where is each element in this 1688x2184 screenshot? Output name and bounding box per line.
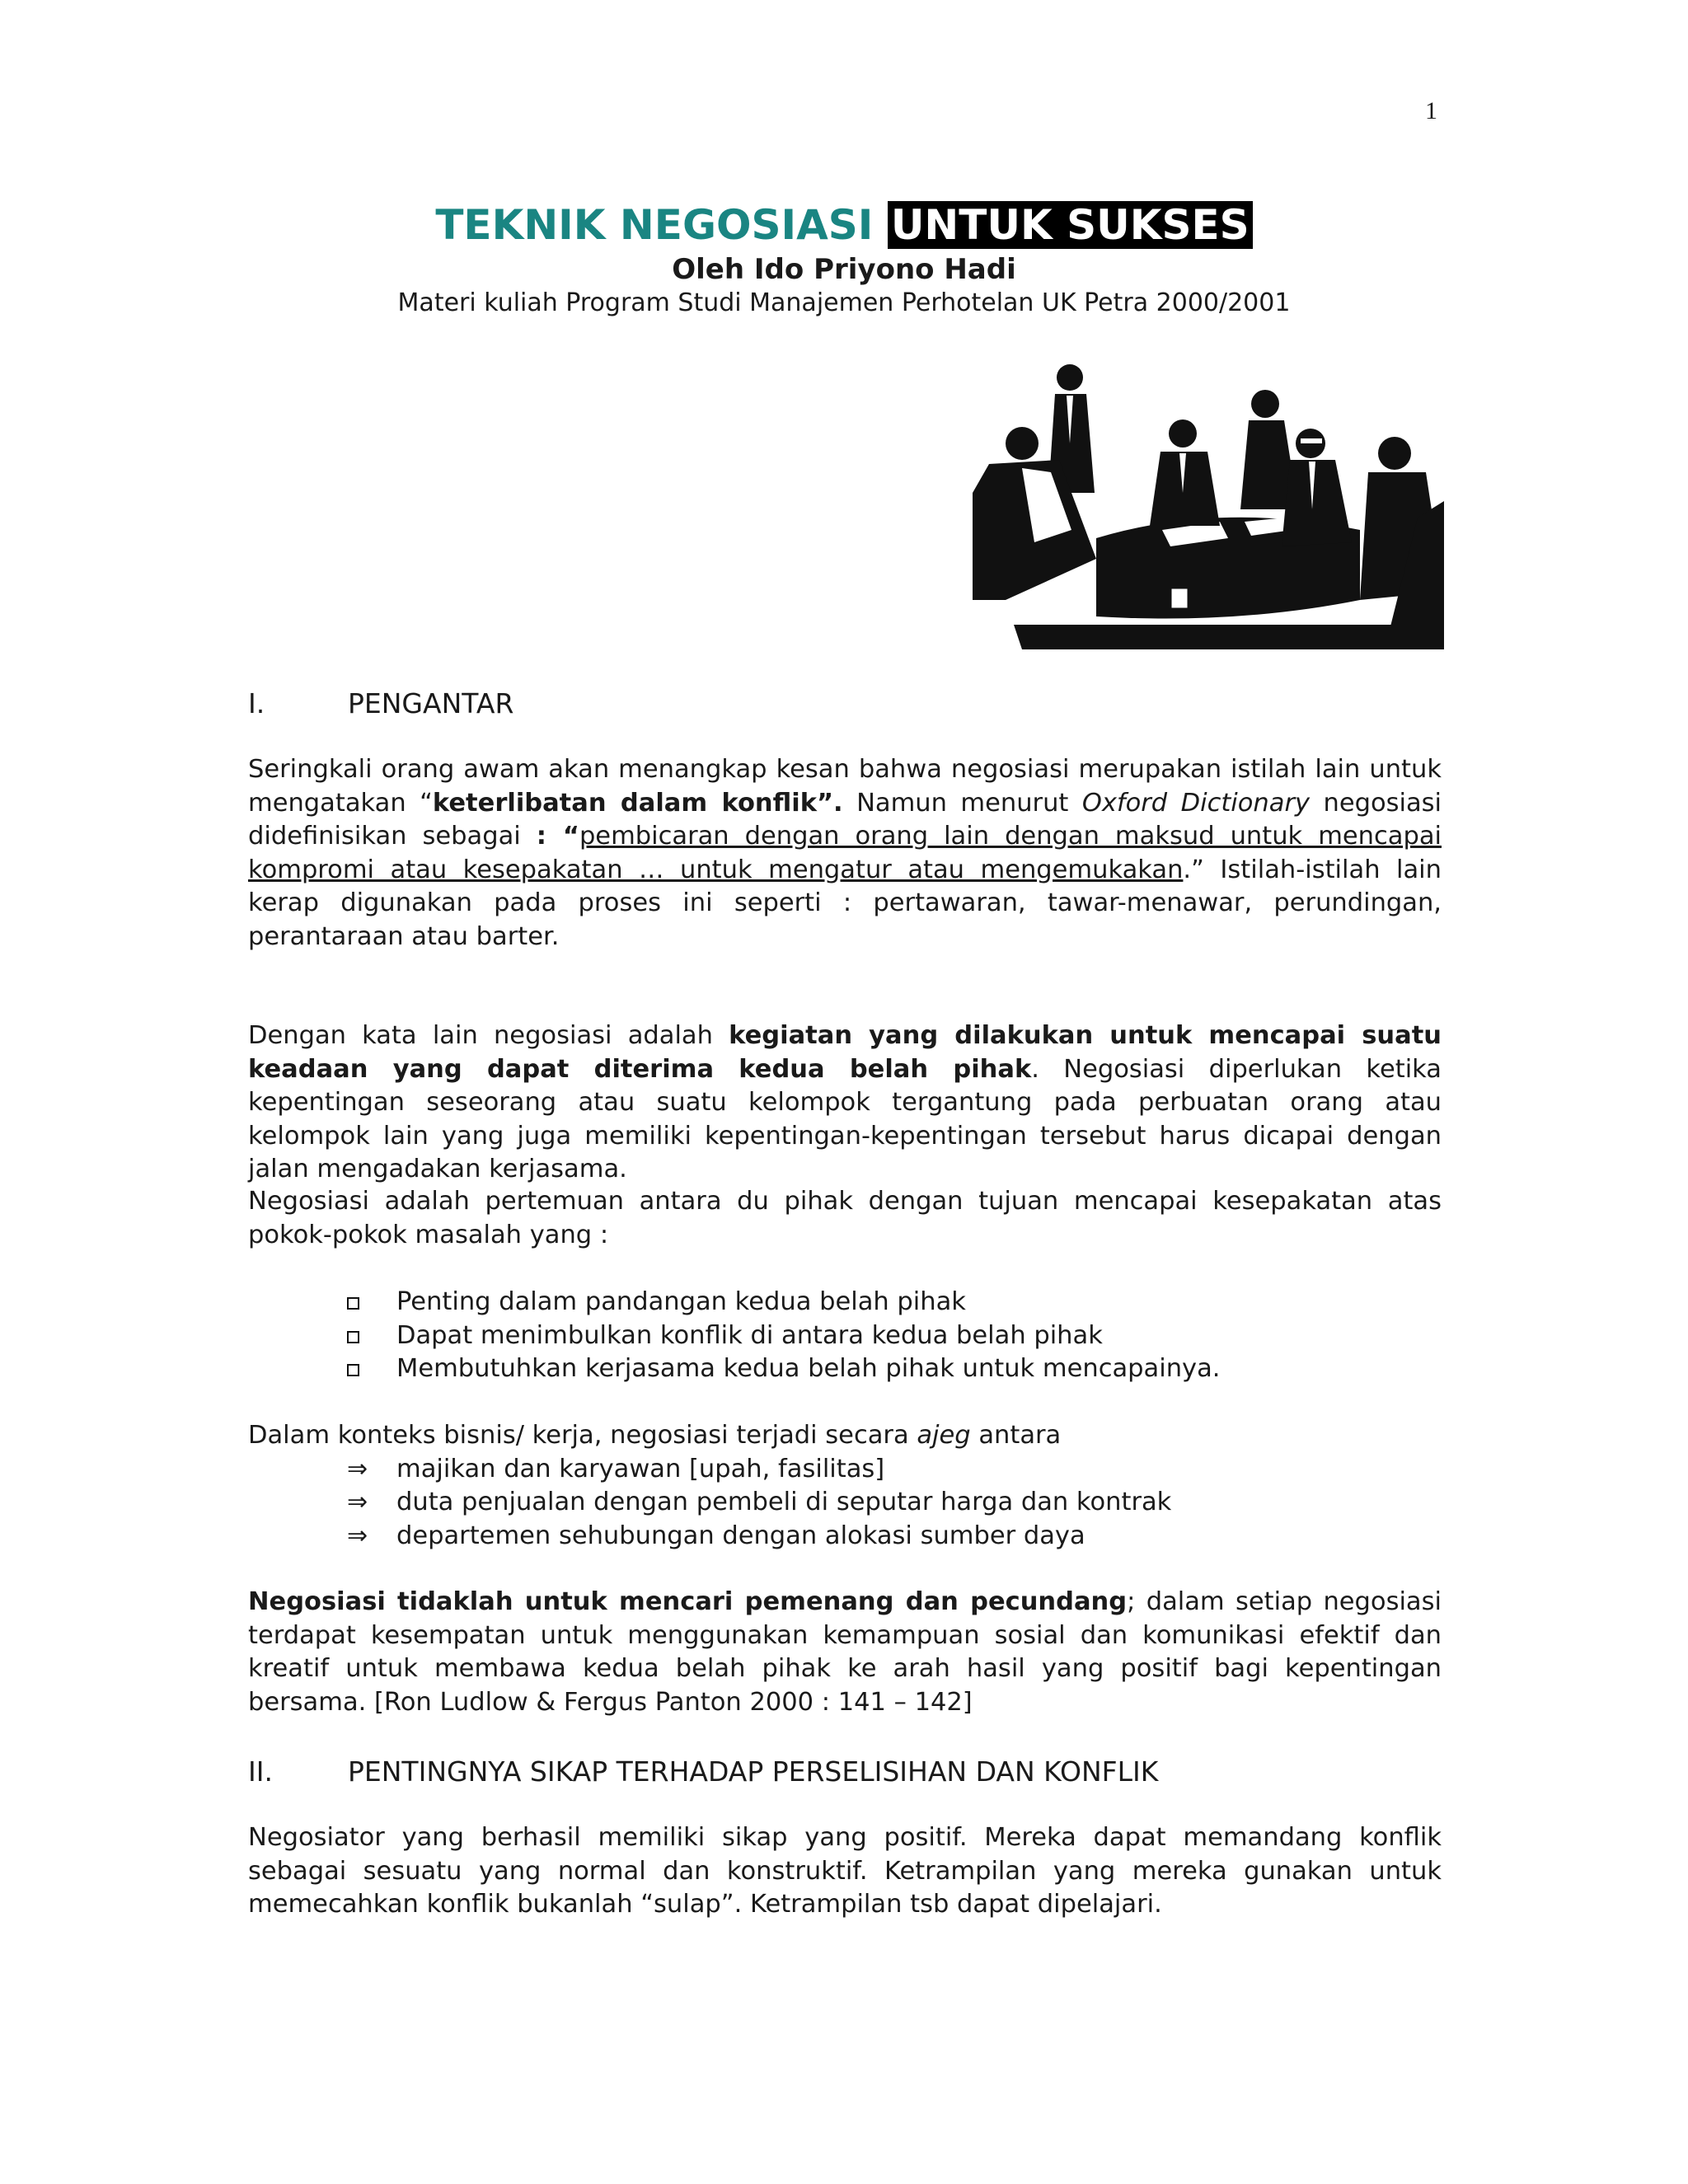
- section-1-title: PENGANTAR: [348, 687, 514, 719]
- meeting-illustration: [973, 353, 1444, 649]
- p1-text-colon: : “: [536, 822, 579, 851]
- list-item: [248, 1520, 1442, 1554]
- p2-text-c: . Negosiasi diperlukan ketika kepentingan seseorang atau suatu kelompok tergantung pada perbuatan orang atau kelompok lain yang juga memiliki kepentingan-kepentingan tersebut harus dicapai dengan jalan mengadakan kerjasama.: [248, 1054, 1442, 1183]
- p1-text-h: .” Istilah-istilah lain kerap digunakan pada proses ini seperti : pertawaran, tawar-menawar, perundingan, perantaraan atau barter.: [248, 855, 1442, 951]
- list-item-text: Dapat menimbulkan konflik di antara kedua belah pihak: [396, 1320, 1103, 1350]
- section-1-paragraph-1: [248, 753, 1442, 954]
- section-1-paragraph-3-block: [248, 1185, 1442, 1252]
- list-item-text: duta penjualan dengan pembeli di seputar harga dan kontrak: [396, 1488, 1172, 1516]
- section-2-title: PENTINGNYA SIKAP TERHADAP PERSELISIHAN DAN KONFLIK: [348, 1755, 1159, 1788]
- section-1-paragraph-1-block: [248, 753, 1442, 954]
- section-2-paragraph-1-block: [248, 1821, 1442, 1922]
- p4-text-italic: ajeg: [917, 1421, 971, 1450]
- section-2-paragraph-1: Negosiator yang berhasil memiliki sikap yang positif. Mereka dapat memandang konflik sebagai sesuatu yang normal dan konstruktif. Ketrampilan yang mereka gunakan untuk memecahkan konflik bukanlah “sulap”. Ketrampilan tsb dapat dipelajari.: [248, 1823, 1442, 1919]
- title-block: [0, 198, 1688, 320]
- section-1-paragraph-5: [248, 1586, 1442, 1719]
- list-item: [248, 1453, 1442, 1487]
- double-arrow-icon: ⇒: [347, 1454, 368, 1483]
- p5-text-b: ; dalam setiap negosiasi terdapat kesempatan untuk menggunakan kemampuan sosial dan komunikasi efektif dan kreatif untuk membawa kedua belah pihak ke arah hasil yang positif bagi kepentingan bersama. [Ron Ludlow & Fergus Panton 2000 : 141 – 142]: [248, 1587, 1442, 1717]
- double-arrow-icon: ⇒: [347, 1488, 368, 1516]
- checkbox-bullet-icon: [347, 1297, 359, 1310]
- section-2-heading-block: [248, 1754, 1442, 1790]
- section-1-paragraph-5-block: [248, 1586, 1442, 1719]
- list-item: [248, 1486, 1442, 1520]
- p4-text-a: Dalam konteks bisnis/ kerja, negosiasi terjadi secara: [248, 1421, 917, 1450]
- p5-text-bold: Negosiasi tidaklah untuk mencari pemenang dan pecundang: [248, 1587, 1128, 1616]
- list-item-text: Membutuhkan kerjasama kedua belah pihak untuk mencapainya.: [396, 1354, 1221, 1383]
- p1-text-a: Seringkali orang awam akan menangkap kesan bahwa negosiasi merupakan istilah lain untuk mengatakan “: [248, 755, 1442, 818]
- arrow-list: [248, 1453, 1442, 1554]
- p1-text-e: negosiasi didefinisikan sebagai: [248, 788, 1442, 851]
- p1-text-c: Namun menurut: [842, 788, 1082, 818]
- double-arrow-icon: ⇒: [347, 1521, 368, 1550]
- section-1-paragraph-4-block: [248, 1419, 1442, 1553]
- section-1-paragraph-3: Negosiasi adalah pertemuan antara du pihak dengan tujuan mencapai kesepakatan atas pokok-pokok masalah yang :: [248, 1187, 1442, 1249]
- section-1-heading-block: [248, 686, 1442, 722]
- p1-text-underlined: pembicaran dengan orang lain dengan maksud untuk mencapai kompromi atau kesepakatan … untuk mengatur atau mengemukakan: [248, 822, 1442, 884]
- list-item-text: Penting dalam pandangan kedua belah pihak: [396, 1287, 966, 1316]
- section-2-heading: [248, 1754, 1442, 1790]
- section-1-paragraph-2-block: [248, 1019, 1442, 1187]
- document-title: [0, 198, 1688, 252]
- p4-text-c: antara: [970, 1421, 1062, 1450]
- author-line: Oleh Ido Priyono Hadi: [672, 253, 1016, 286]
- list-item: [248, 1319, 1442, 1353]
- bullet-list: [248, 1286, 1442, 1386]
- page-number: 1: [1425, 97, 1437, 124]
- section-1-paragraph-4: [248, 1419, 1442, 1453]
- checkbox-bullet-icon: [347, 1364, 359, 1376]
- section-1-number: I.: [248, 687, 265, 719]
- checkbox-bullet-icon: [347, 1331, 359, 1343]
- section-1-paragraph-2: [248, 1019, 1442, 1187]
- p2-text-a: Dengan kata lain negosiasi adalah: [248, 1021, 729, 1050]
- section-2-number: II.: [248, 1755, 273, 1788]
- list-item: [248, 1286, 1442, 1319]
- p2-text-bold: kegiatan yang dilakukan untuk mencapai suatu keadaan yang dapat diterima kedua belah pihak: [248, 1021, 1442, 1084]
- title-part-1: TEKNIK NEGOSIASI: [435, 201, 888, 249]
- list-item: [248, 1352, 1442, 1386]
- course-line: Materi kuliah Program Studi Manajemen Perhotelan UK Petra 2000/2001: [397, 288, 1291, 317]
- title-part-2: UNTUK SUKSES: [888, 201, 1253, 249]
- list-item-text: departemen sehubungan dengan alokasi sumber daya: [396, 1521, 1085, 1550]
- section-1-heading: [248, 686, 1442, 722]
- p1-text-bold: keterlibatan dalam konflik”.: [432, 788, 843, 818]
- list-item-text: majikan dan karyawan [upah, fasilitas]: [396, 1454, 885, 1483]
- p1-text-italic: Oxford Dictionary: [1081, 788, 1311, 818]
- bullet-list-block: [248, 1286, 1442, 1386]
